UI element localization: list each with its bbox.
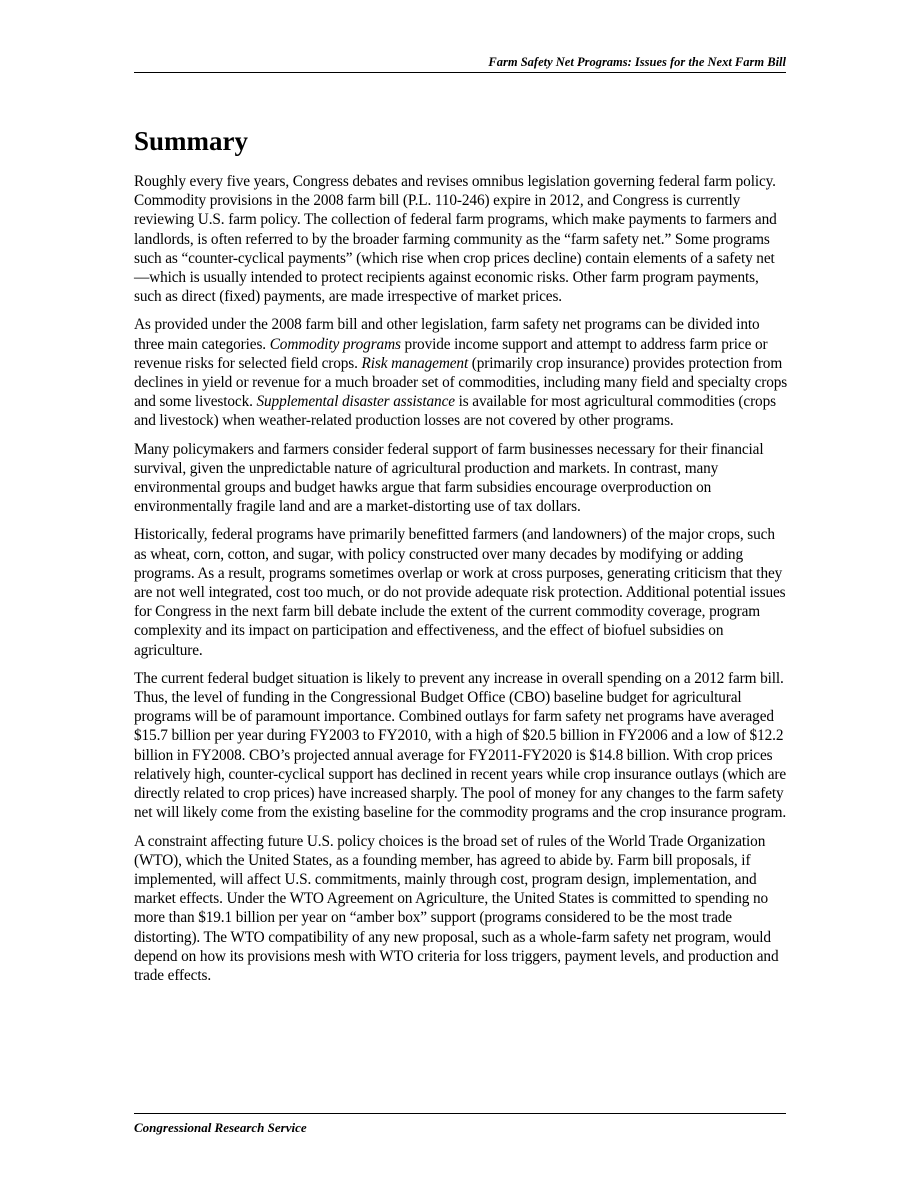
paragraph-4: Historically, federal programs have primarily benefitted farmers (and landowners) of the major crops, such as wheat, corn, cotton, and sugar, with policy constructed over many decades by modifying or adding programs. As a result, programs sometimes overlap or work at cross purposes, generating criticism that they are not well integrated, cost too much, or do not provide adequate risk protection. Additional potential issues for Congress in the next farm bill debate include the extent of the current commodity coverage, program complexity and its impact on participation and effectiveness, and the effect of biofuel subsidies on agriculture.	[134, 526, 786, 659]
running-header	[134, 54, 786, 73]
paragraph-2-text-3: is available for most agricultural commodities (crops and livestock) when weather-related production losses are not covered by other programs.	[134, 393, 776, 430]
paragraph-6: A constraint affecting future U.S. policy choices is the broad set of rules of the World Trade Organization (WTO), which the United States, as a founding member, has agreed to abide by. Farm bill proposals, if implemented, will affect U.S. commitments, mainly through cost, program design, implementation, and market effects. Under the WTO Agreement on Agriculture, the United States is committed to spending no more than $19.1 billion per year on “amber box” support (programs considered to be the most trade distorting). The WTO compatibility of any new proposal, such as a whole-farm safety net program, would depend on how its provisions mesh with WTO criteria for loss triggers, payment levels, and production and trade effects.	[134, 832, 779, 984]
paragraph-3: Many policymakers and farmers consider federal support of farm businesses necessary for their financial survival, given the unpredictable nature of agricultural production and markets. In contrast, many environmental groups and budget hawks argue that farm subsidies encourage overproduction on environmentally fragile land and are a market-distorting use of tax dollars.	[134, 440, 764, 516]
paragraph-5: The current federal budget situation is likely to prevent any increase in overall spending on a 2012 farm bill. Thus, the level of funding in the Congressional Budget Office (CBO) baseline budget for agricultural programs will be of paramount importance. Combined outlays for farm safety net programs have averaged $15.7 billion per year during FY2003 to FY2010, with a high of $20.5 billion in FY2006 and a low of $12.2 billion in FY2008. CBO’s projected annual average for FY2011-FY2020 is $14.8 billion. With crop prices relatively high, counter-cyclical support has declined in recent years while crop insurance outlays (which are directly related to crop prices) have increased sharply. The pool of money for any changes to the farm safety net will likely come from the existing baseline for the commodity programs and the crop insurance program.	[134, 669, 787, 822]
running-header-title: Farm Safety Net Programs: Issues for the Next Farm Bill	[488, 55, 786, 69]
paragraph-2	[134, 315, 789, 430]
term-commodity-programs: Commodity programs	[269, 335, 401, 353]
paragraph-2-text-2: (primarily crop insurance) provides protection from declines in yield or revenue for a much broader set of commodities, including many field and specialty crops and some livestock.	[134, 354, 788, 411]
paragraph-2-text-1: provide income support and attempt to address farm price or revenue risks for selected field crops.	[134, 335, 768, 372]
paragraph-2-intro: As provided under the 2008 farm bill and other legislation, farm safety net programs can be divided into three main categories.	[134, 316, 760, 353]
term-supplemental-disaster-assistance: Supplemental disaster assistance	[256, 393, 455, 411]
footer-divider	[134, 1113, 786, 1114]
summary-body	[134, 172, 789, 994]
section-title: Summary	[134, 126, 248, 156]
footer-organization: Congressional Research Service	[134, 1120, 307, 1135]
paragraph-1: Roughly every five years, Congress debates and revises omnibus legislation governing federal farm policy. Commodity provisions in the 2008 farm bill (P.L. 110-246) expire in 2012, and Congress is currently reviewing U.S. farm policy. The collection of federal farm programs, which make payments to farmers and landlords, is often referred to by the broader farming community as the “farm safety net.” Some programs such as “counter-cyclical payments” (which rise when crop prices decline) contain elements of a safety net—which is usually intended to protect recipients against economic risks. Other farm program payments, such as direct (fixed) payments, are made irrespective of market prices.	[134, 173, 777, 306]
term-risk-management: Risk management	[361, 354, 469, 372]
